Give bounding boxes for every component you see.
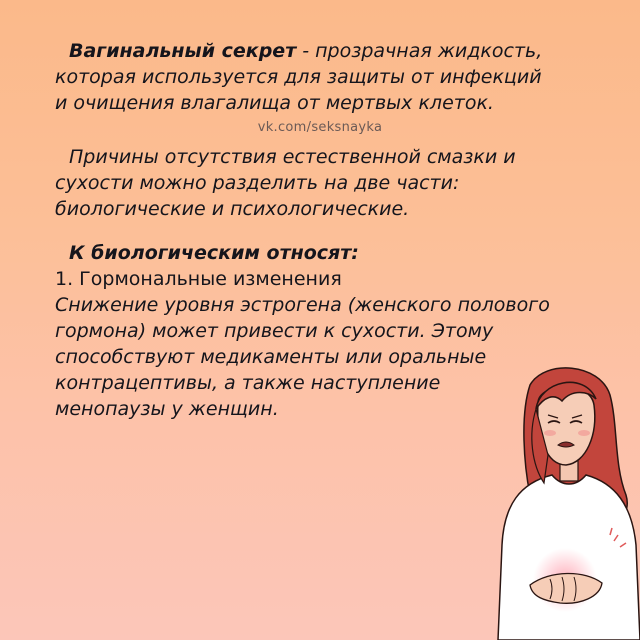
biological-heading: К биологическим относят: — [69, 242, 359, 264]
causes-paragraph — [55, 144, 615, 222]
intro-term: Вагинальный секрет — [69, 40, 297, 62]
hormonal-item-title: 1. Гормональные изменения — [55, 268, 342, 290]
hormonal-line-1: Снижение уровня эстрогена (женского полового — [55, 294, 550, 316]
hormonal-line-5: менопаузы у женщин. — [55, 398, 279, 420]
causes-line-3: биологические и психологические. — [55, 198, 410, 220]
intro-line-1 — [55, 38, 615, 64]
intro-line-2: которая используется для защиты от инфекций — [55, 66, 542, 88]
intro-line-3: и очищения влагалища от мертвых клеток. — [55, 92, 494, 114]
watermark: vk.com/seksnayka — [257, 120, 383, 135]
woman-stomach-pain-illustration — [490, 365, 640, 640]
intro-paragraph — [55, 38, 615, 116]
causes-line-1: Причины отсутствия естественной смазки и — [69, 146, 516, 168]
intro-definition-start: - прозрачная жидкость, — [296, 40, 543, 62]
hormonal-line-4: контрацептивы, а также наступление — [55, 372, 441, 394]
hormonal-line-2: гормона) может привести к сухости. Этому — [55, 320, 494, 342]
causes-line-2: сухости можно разделить на две части: — [55, 172, 460, 194]
hormonal-line-3: способствуют медикаменты или оральные — [55, 346, 487, 368]
